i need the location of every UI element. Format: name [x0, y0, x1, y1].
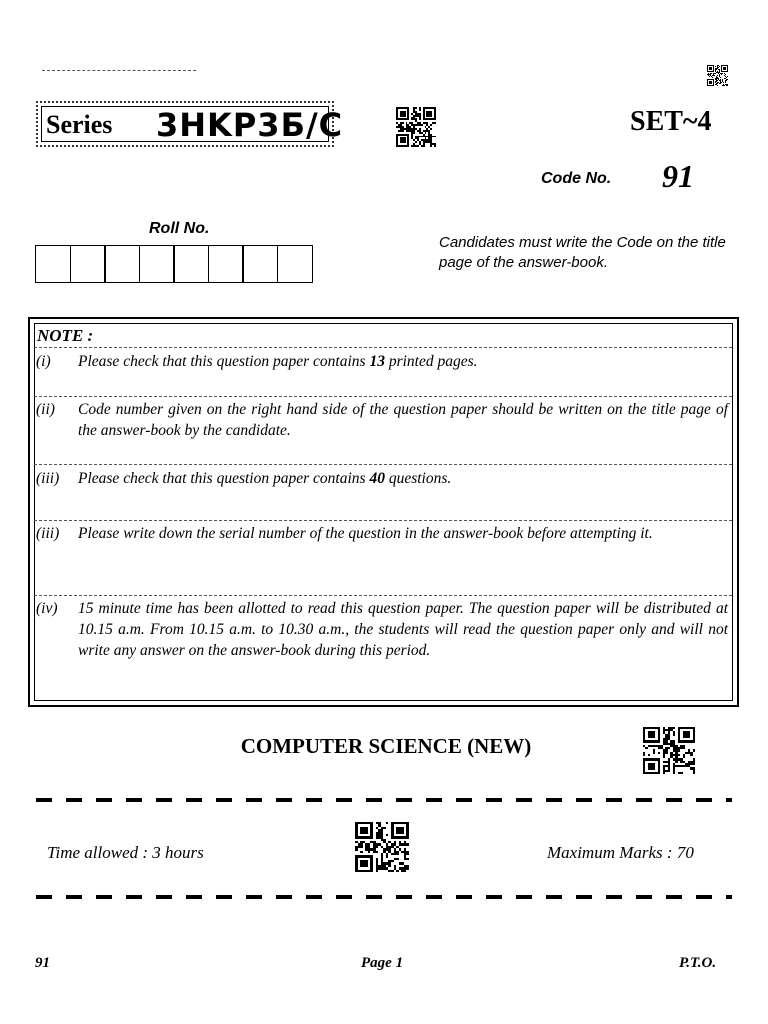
note-divider	[34, 396, 732, 397]
code-no-label: Code No.	[541, 170, 612, 187]
roll-no-label: Roll No.	[149, 220, 210, 237]
series-label: Series	[46, 110, 113, 139]
qr-code-icon	[355, 822, 409, 872]
set-label: SET~4	[630, 106, 712, 137]
roll-no-box	[35, 245, 71, 283]
note-item	[36, 523, 728, 544]
note-item	[36, 468, 728, 489]
dashed-separator	[36, 798, 732, 802]
series-code: 3HKP3Б/C	[156, 106, 344, 144]
maximum-marks: Maximum Marks : 70	[547, 843, 694, 862]
subject-title: COMPUTER SCIENCE (NEW)	[240, 734, 532, 758]
roll-no-boxes	[35, 245, 313, 283]
note-divider	[34, 347, 732, 348]
dashed-separator	[36, 895, 732, 899]
note-item-bold: 13	[369, 353, 385, 370]
note-item-text: Please check that this question paper contains	[78, 353, 370, 370]
note-divider	[34, 464, 732, 465]
note-item	[36, 399, 728, 441]
note-item-text: Please check that this question paper contains	[78, 470, 370, 487]
note-item	[36, 598, 728, 661]
note-item-text: printed pages.	[384, 353, 478, 370]
top-dashed-rule	[42, 70, 196, 71]
roll-no-box	[208, 245, 244, 283]
note-divider	[34, 520, 732, 521]
note-item-number: (iv)	[36, 600, 58, 617]
footer-pto: P.T.O.	[679, 955, 717, 971]
roll-no-box	[104, 245, 140, 283]
note-item-bold: 40	[369, 470, 385, 487]
note-item-number: (iii)	[36, 525, 60, 542]
note-item-number: (ii)	[36, 401, 55, 418]
footer-page-number: Page 1	[361, 955, 404, 971]
candidates-instruction: Candidates must write the Code on the title page of the answer-book.	[439, 234, 726, 271]
note-item-text: 15 minute time has been allotted to read this question paper. The question paper will be distributed at 10.15 a.m. From 10.15 a.m. to 10.30 a.m., the students will read the question paper only and will not write any answer on the answer-book during this period.	[78, 600, 728, 659]
roll-no-box	[70, 245, 106, 283]
time-allowed: Time allowed : 3 hours	[47, 843, 204, 862]
qr-code-icon	[396, 107, 436, 147]
roll-no-box	[139, 245, 175, 283]
note-item-text: Code number given on the right hand side of the question paper should be written on the title page of the answer-book by the candidate.	[78, 401, 728, 439]
qr-code-icon	[707, 65, 728, 86]
roll-no-box	[242, 245, 278, 283]
roll-no-box	[173, 245, 209, 283]
note-item	[36, 351, 728, 372]
roll-no-box	[277, 245, 313, 283]
note-item-text: Please write down the serial number of the question in the answer-book before attempting it.	[78, 525, 653, 542]
note-item-number: (i)	[36, 353, 51, 370]
code-no-value: 91	[662, 158, 694, 194]
note-title: NOTE :	[37, 326, 94, 345]
note-divider	[34, 595, 732, 596]
footer-code: 91	[35, 955, 50, 971]
note-item-number: (iii)	[36, 470, 60, 487]
note-item-text: questions.	[384, 470, 452, 487]
